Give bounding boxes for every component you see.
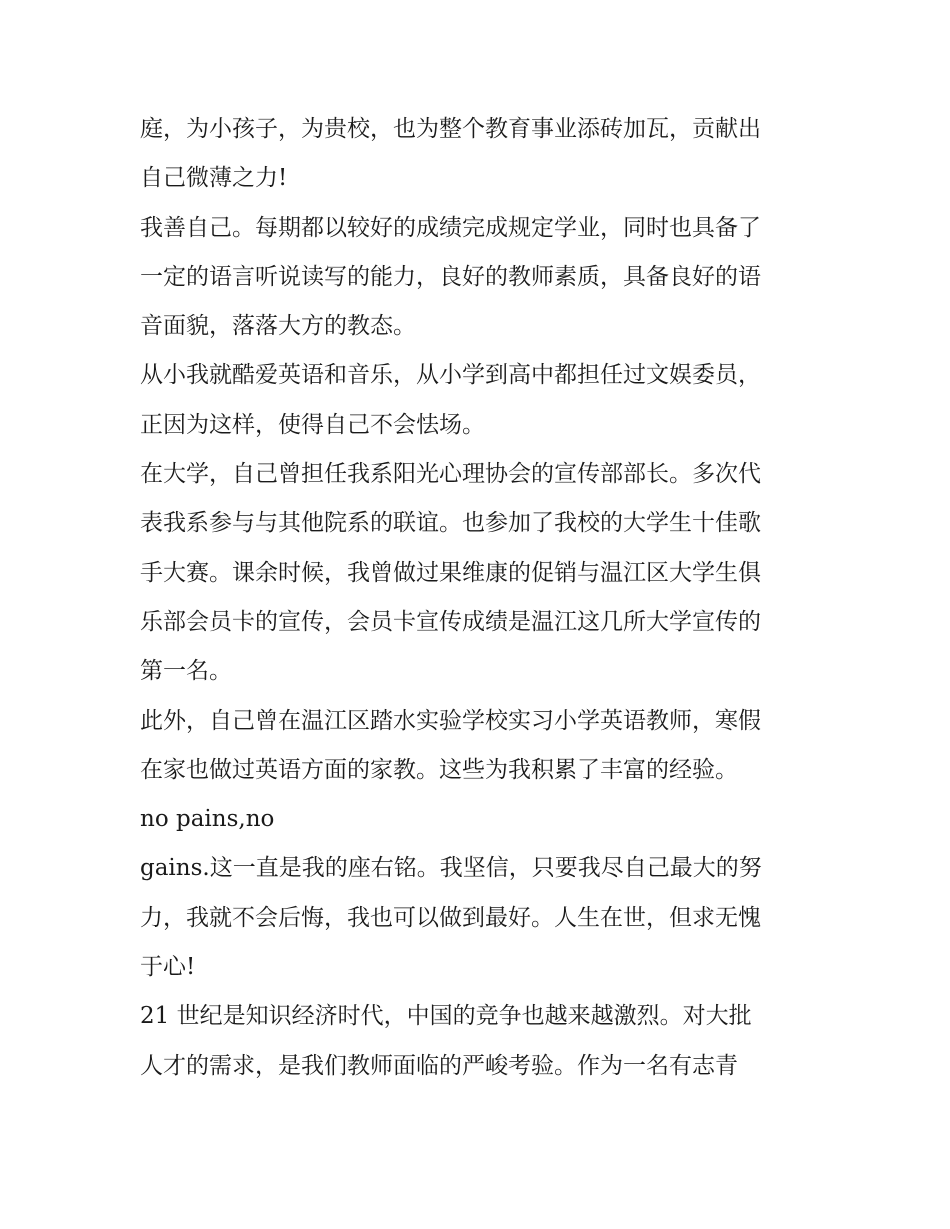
text-line: 于心! — [140, 954, 196, 981]
text-line: 音面貌，落落大方的教态。 — [140, 313, 416, 340]
text-line: 21 世纪是知识经济时代，中国的竞争也越来越激烈。对大批 — [140, 1003, 752, 1030]
text-line: 自己微薄之力! — [140, 165, 288, 192]
text-line: 乐部会员卡的宣传，会员卡宣传成绩是温江这几所大学宣传的 — [140, 608, 761, 635]
text-line: 正因为这样，使得自己不会怯场。 — [140, 411, 485, 438]
text-line: gains.这一直是我的座右铭。我坚信，只要我尽自己最大的努 — [140, 855, 762, 882]
text-line: no pains,no — [140, 806, 275, 833]
text-line: 一定的语言听说读写的能力，良好的教师素质，具备良好的语 — [140, 263, 761, 290]
text-line: 在家也做过英语方面的家教。这些为我积累了丰富的经验。 — [140, 756, 738, 783]
text-line: 力，我就不会后悔，我也可以做到最好。人生在世，但求无愧 — [140, 904, 761, 931]
text-line: 人才的需求，是我们教师面临的严峻考验。作为一名有志青 — [140, 1052, 738, 1079]
text-line: 庭，为小孩子，为贵校，也为整个教育事业添砖加瓦，贡献出 — [140, 116, 761, 142]
text-line: 手大赛。课余时候，我曾做过果维康的促销与温江区大学生俱 — [140, 559, 761, 586]
document-body — [140, 105, 820, 1091]
text-line: 表我系参与与其他院系的联谊。也参加了我校的大学生十佳歌 — [140, 510, 761, 537]
text-line: 第一名。 — [140, 658, 232, 685]
text-line: 此外，自己曾在温江区踏水实验学校实习小学英语教师，寒假 — [140, 707, 761, 734]
text-line: 从小我就酷爱英语和音乐，从小学到高中都担任过文娱委员， — [140, 362, 761, 389]
text-line: 在大学，自己曾担任我系阳光心理协会的宣传部部长。多次代 — [140, 461, 761, 488]
text-line: 我善自己。每期都以较好的成绩完成规定学业，同时也具备了 — [140, 214, 761, 241]
